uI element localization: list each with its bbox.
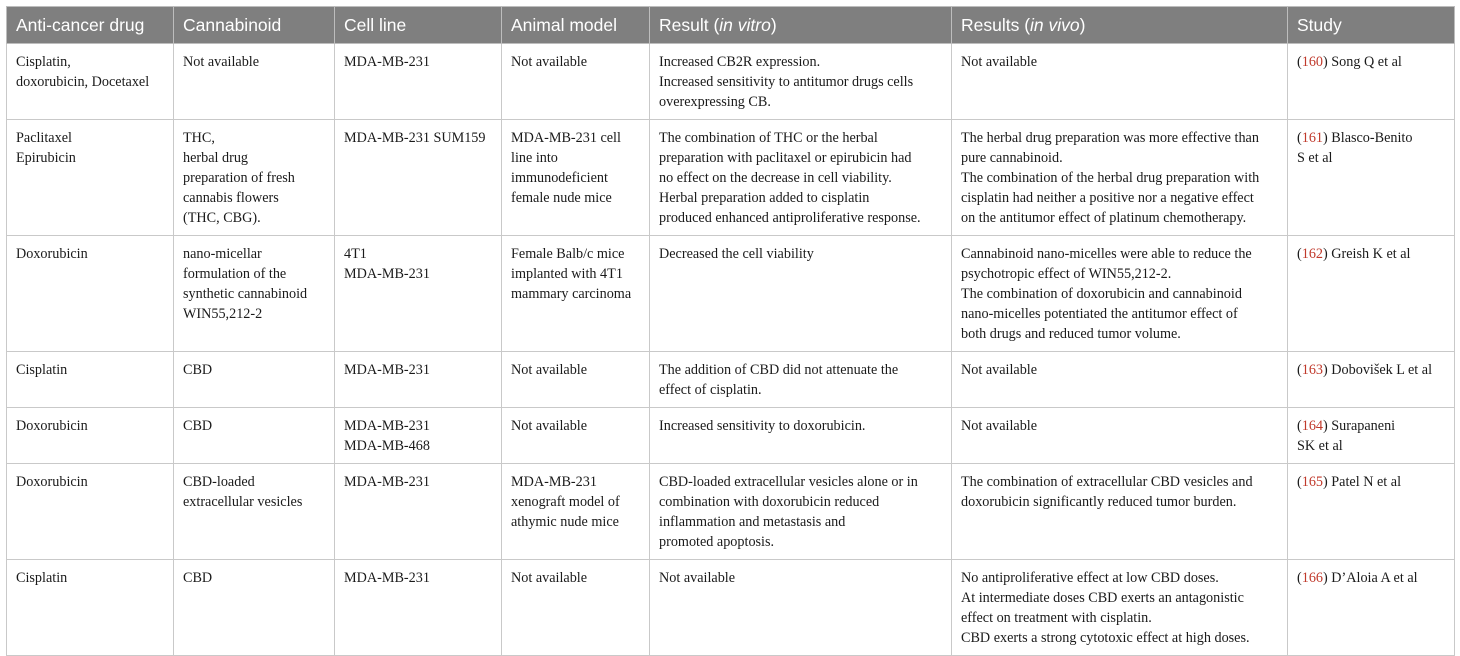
cell-text: Paclitaxel [16, 130, 72, 146]
cell-text: preparation of fresh [183, 170, 295, 186]
cell-drug [7, 44, 174, 120]
cell-text: psychotropic effect of WIN55,212-2. [961, 266, 1172, 282]
cell-text: cisplatin had neither a positive nor a negative effect [961, 190, 1254, 206]
study-line [1297, 148, 1445, 168]
study-line: (162) Greish K et al [1297, 246, 1411, 262]
table-row [7, 352, 1455, 408]
study-line [1297, 436, 1445, 456]
cell-study [1288, 352, 1455, 408]
reference-link[interactable]: 160 [1301, 54, 1324, 70]
cell-text: The combination of the herbal drug preparation with [961, 170, 1260, 186]
cell-cell-line [335, 408, 502, 464]
cell-in-vitro [650, 408, 952, 464]
cell-text: (THC, CBG). [183, 210, 261, 226]
study-author: ) Blasco-Benito [1323, 130, 1413, 146]
study-line: (166) D’Aloia A et al [1297, 570, 1418, 586]
cell-text: CBD exerts a strong cytotoxic effect at high doses. [961, 630, 1250, 646]
cell-text: nano-micelles potentiated the antitumor effect of [961, 306, 1238, 322]
cell-drug [7, 236, 174, 352]
cell-text: Not available [659, 570, 736, 586]
study-author: S et al [1297, 150, 1333, 166]
cell-drug [7, 352, 174, 408]
study-line: (160) Song Q et al [1297, 54, 1402, 70]
header-cannabinoid: Cannabinoid [174, 7, 335, 44]
header-text: ) [1079, 14, 1086, 35]
header-results-in-vivo [952, 7, 1288, 44]
cell-cannabinoid [174, 560, 335, 656]
cell-text: Cisplatin [16, 570, 68, 586]
header-text: ) [770, 14, 777, 35]
cell-drug [7, 464, 174, 560]
reference-link[interactable]: 163 [1301, 362, 1324, 378]
cell-cell-line [335, 236, 502, 352]
cell-text: extracellular vesicles [183, 494, 303, 510]
header-row [7, 7, 1455, 44]
cell-text: MDA-MB-231 [344, 54, 430, 70]
cell-text: Cisplatin, [16, 54, 71, 70]
cell-text: Not available [183, 54, 260, 70]
cell-drug [7, 560, 174, 656]
reference-link[interactable]: 165 [1301, 474, 1324, 490]
cell-cannabinoid [174, 120, 335, 236]
cell-text: immunodeficient [511, 170, 608, 186]
cell-text: Doxorubicin [16, 246, 88, 262]
cell-text: mammary carcinoma [511, 286, 632, 302]
cell-in-vivo [952, 352, 1288, 408]
cell-text: doxorubicin, Docetaxel [16, 74, 150, 90]
cell-text: The combination of doxorubicin and cannabinoid [961, 286, 1242, 302]
header-cell-line: Cell line [335, 7, 502, 44]
cell-text: MDA-MB-231 [344, 362, 430, 378]
cell-study [1288, 408, 1455, 464]
cell-text: produced enhanced antiproliferative response. [659, 210, 921, 226]
cell-text: implanted with 4T1 [511, 266, 623, 282]
cell-text: The combination of extracellular CBD vesicles and [961, 474, 1253, 490]
cell-text: MDA-MB-231 [344, 418, 430, 434]
cell-animal-model [502, 560, 650, 656]
cell-text: effect on treatment with cisplatin. [961, 610, 1152, 626]
cell-text: doxorubicin significantly reduced tumor burden. [961, 494, 1237, 510]
study-line: (163) Dobovišek L et al [1297, 362, 1433, 378]
table-row [7, 464, 1455, 560]
cell-drug [7, 408, 174, 464]
cell-text: Not available [511, 570, 588, 586]
reference-link[interactable]: 164 [1301, 418, 1324, 434]
table-row [7, 408, 1455, 464]
cell-in-vivo [952, 236, 1288, 352]
cell-text: no effect on the decrease in cell viability. [659, 170, 892, 186]
cell-text: cannabis flowers [183, 190, 279, 206]
cell-cannabinoid [174, 236, 335, 352]
cell-text: female nude mice [511, 190, 612, 206]
cell-study [1288, 560, 1455, 656]
cell-text: line into [511, 150, 558, 166]
header-italic: in vitro [719, 14, 771, 35]
cell-text: nano-micellar [183, 246, 262, 262]
header-anti-cancer-drug: Anti-cancer drug [7, 7, 174, 44]
cell-text: MDA-MB-231 [511, 474, 597, 490]
cell-text: THC, [183, 130, 215, 146]
cell-text: The addition of CBD did not attenuate the [659, 362, 899, 378]
cell-text: Not available [961, 362, 1038, 378]
cell-text: promoted apoptosis. [659, 534, 775, 550]
header-italic: in vivo [1030, 14, 1080, 35]
cell-text: 4T1 [344, 246, 367, 262]
table-row [7, 560, 1455, 656]
cell-cell-line [335, 464, 502, 560]
cell-cell-line [335, 352, 502, 408]
header-study: Study [1288, 7, 1455, 44]
cell-text: The herbal drug preparation was more effective than [961, 130, 1259, 146]
cell-text: No antiproliferative effect at low CBD doses. [961, 570, 1219, 586]
cell-in-vitro [650, 464, 952, 560]
cell-in-vivo [952, 44, 1288, 120]
cell-in-vivo [952, 464, 1288, 560]
cell-text: CBD [183, 418, 213, 434]
cell-cell-line [335, 560, 502, 656]
cell-text: MDA-MB-231 [344, 266, 430, 282]
study-author: SK et al [1297, 438, 1343, 454]
cell-in-vitro [650, 120, 952, 236]
reference-link[interactable]: 162 [1301, 246, 1324, 262]
cell-text: Doxorubicin [16, 418, 88, 434]
cell-cell-line [335, 44, 502, 120]
cell-text: pure cannabinoid. [961, 150, 1063, 166]
cell-animal-model [502, 236, 650, 352]
cell-cell-line [335, 120, 502, 236]
cell-text: Increased sensitivity to antitumor drugs cells [659, 74, 914, 90]
cell-animal-model [502, 352, 650, 408]
study-author: ) Greish K et al [1323, 246, 1411, 262]
header-text: Results ( [961, 14, 1031, 35]
cell-text: Cisplatin [16, 362, 68, 378]
study-author: ) D’Aloia A et al [1323, 570, 1418, 586]
cell-text: CBD-loaded extracellular vesicles alone or in [659, 474, 918, 490]
study-author: ) Song Q et al [1323, 54, 1402, 70]
cell-text: CBD-loaded [183, 474, 255, 490]
cell-text: Epirubicin [16, 150, 76, 166]
cell-text: Increased sensitivity to doxorubicin. [659, 418, 866, 434]
cell-cannabinoid [174, 44, 335, 120]
cell-text: combination with doxorubicin reduced [659, 494, 880, 510]
cell-text: Not available [511, 54, 588, 70]
cell-in-vivo [952, 408, 1288, 464]
cell-text: WIN55,212-2 [183, 306, 263, 322]
study-line: (164) Surapaneni [1297, 418, 1396, 434]
cell-text: MDA-MB-231 SUM159 [344, 130, 486, 146]
cell-text: athymic nude mice [511, 514, 619, 530]
cell-animal-model [502, 408, 650, 464]
cell-text: CBD [183, 570, 213, 586]
cell-text: Increased CB2R expression. [659, 54, 821, 70]
cell-text: At intermediate doses CBD exerts an antagonistic [961, 590, 1244, 606]
cell-study [1288, 236, 1455, 352]
study-line: (165) Patel N et al [1297, 474, 1402, 490]
data-table [6, 6, 1455, 656]
header-animal-model: Animal model [502, 7, 650, 44]
cell-study [1288, 464, 1455, 560]
cell-text: herbal drug [183, 150, 249, 166]
cell-text: Not available [961, 418, 1038, 434]
cell-in-vivo [952, 120, 1288, 236]
reference-link[interactable]: 166 [1301, 570, 1324, 586]
cell-text: Not available [511, 418, 588, 434]
reference-link[interactable]: 161 [1301, 130, 1324, 146]
cell-animal-model [502, 44, 650, 120]
cell-text: MDA-MB-231 [344, 570, 430, 586]
cell-text: Doxorubicin [16, 474, 88, 490]
cell-text: MDA-MB-231 cell [511, 130, 621, 146]
cell-text: xenograft model of [511, 494, 620, 510]
cell-cannabinoid [174, 464, 335, 560]
cell-text: MDA-MB-231 [344, 474, 430, 490]
cell-animal-model [502, 464, 650, 560]
cell-study [1288, 44, 1455, 120]
header-text: Result ( [659, 14, 720, 35]
header-result-in-vitro [650, 7, 952, 44]
table-row [7, 236, 1455, 352]
study-line: (161) Blasco-Benito [1297, 130, 1413, 146]
cell-text: synthetic cannabinoid [183, 286, 308, 302]
cell-in-vitro [650, 560, 952, 656]
cell-text: preparation with paclitaxel or epirubicin had [659, 150, 912, 166]
table-row [7, 44, 1455, 120]
cell-text: inflammation and metastasis and [659, 514, 846, 530]
cell-in-vitro [650, 236, 952, 352]
cell-text: both drugs and reduced tumor volume. [961, 326, 1181, 342]
cell-cannabinoid [174, 408, 335, 464]
cell-text: Herbal preparation added to cisplatin [659, 190, 870, 206]
cell-in-vitro [650, 44, 952, 120]
cell-text: CBD [183, 362, 213, 378]
cell-text: The combination of THC or the herbal [659, 130, 878, 146]
study-author: ) Patel N et al [1323, 474, 1402, 490]
cell-text: overexpressing CB. [659, 94, 771, 110]
cell-in-vivo [952, 560, 1288, 656]
cell-drug [7, 120, 174, 236]
cell-text: Not available [961, 54, 1038, 70]
study-author: ) Surapaneni [1323, 418, 1396, 434]
cell-text: Female Balb/c mice [511, 246, 625, 262]
cell-text: Cannabinoid nano-micelles were able to reduce the [961, 246, 1252, 262]
cell-study [1288, 120, 1455, 236]
cell-text: Not available [511, 362, 588, 378]
cell-text: MDA-MB-468 [344, 438, 430, 454]
cell-text: Decreased the cell viability [659, 246, 814, 262]
cell-text: effect of cisplatin. [659, 382, 762, 398]
cell-animal-model [502, 120, 650, 236]
cell-text: on the antitumor effect of platinum chemotherapy. [961, 210, 1247, 226]
cell-cannabinoid [174, 352, 335, 408]
table-row [7, 120, 1455, 236]
study-author: ) Dobovišek L et al [1323, 362, 1433, 378]
cell-text: formulation of the [183, 266, 287, 282]
cell-in-vitro [650, 352, 952, 408]
